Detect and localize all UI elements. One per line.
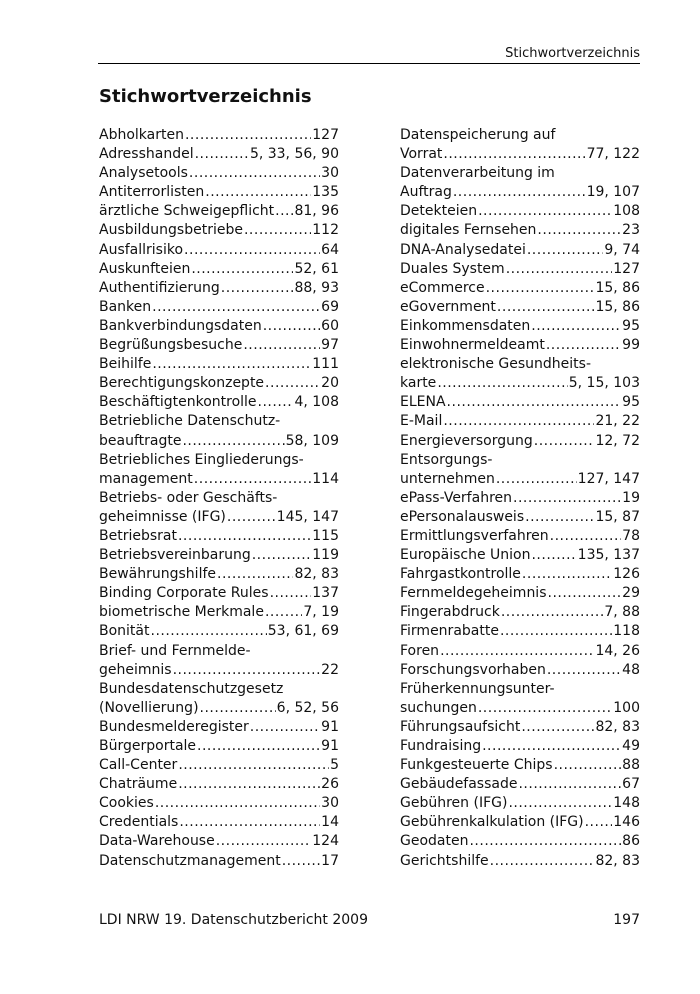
index-term: ELENA [400, 394, 446, 411]
index-term: ärztliche Schweigepflicht [99, 203, 275, 220]
index-term: Bundesmelderegister [99, 718, 249, 735]
dot-leader [243, 336, 320, 355]
index-entry [99, 393, 339, 412]
index-pages: 114 [312, 470, 339, 487]
index-pages: 81, 96 [294, 203, 339, 220]
index-term: digitales Fernsehen [400, 222, 537, 239]
index-pages: 82, 83 [294, 566, 339, 583]
index-pages: 135 [312, 184, 339, 201]
index-entry [99, 680, 339, 699]
dot-leader [152, 355, 311, 374]
dot-leader [275, 202, 293, 221]
index-pages: 127 [312, 127, 339, 143]
index-term: Beschäftigtenkontrolle [99, 394, 257, 411]
index-pages: 19 [622, 489, 640, 506]
dot-leader [478, 699, 612, 718]
index-entry [400, 412, 640, 431]
index-pages: 91 [321, 718, 339, 735]
index-entry [400, 737, 640, 756]
dot-leader [265, 374, 320, 393]
index-pages: 7, 19 [303, 604, 339, 621]
index-term: Ausfallrisiko [99, 241, 184, 258]
index-pages: 95 [622, 317, 640, 334]
index-entry [99, 279, 339, 298]
index-entry [99, 775, 339, 794]
index-pages: 78 [622, 527, 640, 544]
index-term: Antiterrorlisten [99, 184, 205, 201]
dot-leader [217, 565, 293, 584]
index-term: Betriebsrat [99, 527, 177, 544]
index-entry [99, 355, 339, 374]
index-term: Begrüßungsbesuche [99, 337, 243, 354]
dot-leader [258, 393, 294, 412]
index-term: Gerichtshilfe [400, 852, 489, 869]
dot-leader [548, 584, 622, 603]
index-entry [99, 718, 339, 737]
index-pages: 17 [321, 852, 339, 869]
index-pages: 91 [321, 738, 339, 754]
index-term: geheimnisse (IFG) [99, 508, 226, 525]
index-term: Fernmeldegeheimnis [400, 585, 547, 602]
index-term: Authentifizierung [99, 279, 220, 296]
index-entry [99, 546, 339, 565]
index-term: Data-Warehouse [99, 833, 215, 850]
index-term: Datenschutzmanagement [99, 852, 281, 869]
index-pages: 60 [321, 317, 339, 334]
index-term: Berechtigungskonzepte [99, 375, 265, 392]
dot-leader [221, 279, 294, 298]
index-pages: 12, 72 [595, 432, 640, 449]
dot-leader [270, 584, 312, 603]
index-pages: 5, 33, 56, 90 [249, 146, 339, 163]
index-term: Betriebliches Eingliederungs- [99, 451, 304, 468]
index-entry [400, 298, 640, 317]
dot-leader [537, 221, 621, 240]
index-pages: 7, 88 [604, 604, 640, 621]
index-entry [99, 221, 339, 240]
index-pages: 5, 15, 103 [568, 375, 640, 392]
index-pages: 14 [321, 814, 339, 831]
index-entry [400, 336, 640, 355]
index-term: Foren [400, 642, 440, 659]
dot-leader [513, 489, 621, 508]
index-term: Bewährungshilfe [99, 566, 216, 583]
index-pages: 88 [622, 757, 640, 774]
index-pages: 53, 61, 69 [267, 623, 339, 640]
dot-leader [497, 298, 595, 317]
index-entry [400, 164, 640, 183]
index-pages: 4, 108 [294, 394, 339, 411]
index-term: Energieversorgung [400, 432, 533, 449]
index-term: geheimnis [99, 661, 172, 678]
index-pages: 21, 22 [595, 413, 640, 430]
index-entry [99, 412, 339, 431]
header-rule [98, 63, 640, 64]
index-entry [400, 813, 640, 832]
index-pages: 14, 26 [595, 642, 640, 659]
index-pages: 30 [321, 165, 339, 182]
index-entry [99, 298, 339, 317]
index-term: Gebühren (IFG) [400, 795, 508, 812]
dot-leader [179, 813, 320, 832]
dot-leader [531, 317, 621, 336]
index-entry [400, 832, 640, 851]
index-term: Fahrgastkontrolle [400, 566, 521, 583]
index-term: Beihilfe [99, 356, 152, 373]
index-pages: 99 [622, 337, 640, 354]
index-pages: 82, 83 [595, 718, 640, 735]
index-pages: 77, 122 [586, 146, 640, 163]
dot-leader [155, 794, 320, 813]
index-term: ePass-Verfahren [400, 489, 512, 506]
index-term: Auskunfteien [99, 260, 191, 277]
index-term: Gebührenkalkulation (IFG) [400, 814, 584, 831]
index-entry [99, 451, 339, 470]
index-pages: 15, 86 [595, 298, 640, 315]
dot-leader [195, 145, 249, 164]
index-term: Ermittlungsverfahren [400, 527, 549, 544]
index-pages: 49 [622, 738, 640, 754]
dot-leader [200, 699, 276, 718]
dot-leader [500, 622, 612, 641]
dot-leader [525, 508, 594, 527]
index-entry [400, 775, 640, 794]
index-entry [99, 126, 339, 145]
dot-leader [151, 622, 267, 641]
index-pages: 148 [613, 795, 640, 812]
index-entry [400, 852, 640, 871]
index-term: Bankverbindungsdaten [99, 317, 262, 334]
dot-leader [486, 279, 595, 298]
index-pages: 69 [321, 298, 339, 315]
index-pages: 97 [321, 337, 339, 354]
index-entry [400, 527, 640, 546]
dot-leader [263, 317, 320, 336]
index-entry [99, 527, 339, 546]
dot-leader [216, 832, 312, 851]
index-entry [99, 642, 339, 661]
index-pages: 6, 52, 56 [276, 699, 339, 716]
index-pages: 82, 83 [595, 852, 640, 869]
index-term: Duales System [400, 260, 505, 277]
index-term: Call-Center [99, 757, 178, 774]
dot-leader [527, 241, 604, 260]
index-entry [400, 202, 640, 221]
index-pages: 118 [613, 623, 640, 640]
index-entry [400, 241, 640, 260]
index-entry [400, 642, 640, 661]
dot-leader [189, 164, 320, 183]
dot-leader [501, 603, 604, 622]
index-term: Einkommensdaten [400, 317, 531, 334]
index-term: Geodaten [400, 833, 469, 850]
dot-leader [182, 432, 284, 451]
dot-leader [508, 794, 612, 813]
index-entry [400, 432, 640, 451]
index-entry [400, 126, 640, 145]
dot-leader [265, 603, 302, 622]
index-entry [400, 393, 640, 412]
index-pages: 58, 109 [285, 432, 339, 449]
index-pages: 146 [613, 814, 640, 831]
dot-leader [194, 470, 311, 489]
index-pages: 64 [321, 241, 339, 258]
index-entry [99, 470, 339, 489]
index-term: eGovernment [400, 298, 496, 315]
index-pages: 15, 86 [595, 279, 640, 296]
running-header: Stichwortverzeichnis [505, 46, 640, 61]
index-term: Cookies [99, 795, 154, 812]
dot-leader [550, 527, 622, 546]
index-entry [99, 832, 339, 851]
index-entry [400, 546, 640, 565]
index-term: Analysetools [99, 165, 188, 182]
index-entry [400, 470, 640, 489]
dot-leader [522, 565, 612, 584]
dot-leader [173, 661, 321, 680]
index-term: Fingerabdruck [400, 604, 500, 621]
index-pages: 29 [622, 585, 640, 602]
index-pages: 67 [622, 776, 640, 793]
index-pages: 30 [321, 795, 339, 812]
index-entry [400, 603, 640, 622]
index-pages: 135, 137 [577, 547, 640, 564]
index-term: Abholkarten [99, 127, 184, 143]
index-term: suchungen [400, 699, 477, 716]
index-term: Detekteien [400, 203, 478, 220]
index-entry [99, 813, 339, 832]
dot-leader [282, 852, 320, 871]
dot-leader [205, 183, 311, 202]
index-term: Funkgesteuerte Chips [400, 757, 553, 774]
index-entry [99, 756, 339, 775]
index-term: beauftragte [99, 432, 182, 449]
index-pages: 20 [321, 375, 339, 392]
index-entry [400, 374, 640, 393]
dot-leader [585, 813, 613, 832]
index-entry [400, 680, 640, 699]
index-entry [99, 202, 339, 221]
index-term: Firmenrabatte [400, 623, 499, 640]
index-pages: 112 [312, 222, 339, 239]
index-pages: 126 [613, 566, 640, 583]
index-pages: 48 [622, 661, 640, 678]
index-pages: 115 [312, 527, 339, 544]
index-term: eCommerce [400, 279, 485, 296]
index-entry [99, 145, 339, 164]
index-entry [99, 489, 339, 508]
index-term: (Novellierung) [99, 699, 199, 716]
dot-leader [184, 241, 320, 260]
index-term: Europäische Union [400, 547, 531, 564]
index-term: Gebäudefassade [400, 776, 518, 793]
dot-leader [447, 393, 622, 412]
index-pages: 26 [321, 776, 339, 793]
index-column-right [400, 126, 640, 871]
dot-leader [443, 412, 594, 431]
index-entry [400, 260, 640, 279]
index-entry [99, 699, 339, 718]
index-pages: 124 [312, 833, 339, 850]
index-term: Bürgerportale [99, 738, 197, 754]
dot-leader [197, 737, 320, 756]
index-entry [99, 565, 339, 584]
dot-leader [252, 546, 312, 565]
index-pages: 23 [622, 222, 640, 239]
index-term: E-Mail [400, 413, 443, 430]
index-term: Chaträume [99, 776, 178, 793]
footer-page-number: 197 [613, 912, 640, 928]
dot-leader [478, 202, 612, 221]
index-entry [400, 565, 640, 584]
index-term: Betriebliche Datenschutz- [99, 413, 281, 430]
index-term: Einwohnermeldeamt [400, 337, 545, 354]
index-entry [99, 183, 339, 202]
index-pages: 9, 74 [604, 241, 640, 258]
index-term: Brief- und Fernmelde- [99, 642, 251, 659]
index-entry [400, 489, 640, 508]
index-term: unternehmen [400, 470, 495, 487]
index-term: ePersonalausweis [400, 508, 525, 525]
index-pages: 111 [312, 356, 339, 373]
index-entry [400, 355, 640, 374]
dot-leader [178, 756, 329, 775]
dot-leader [191, 260, 293, 279]
index-term: karte [400, 375, 437, 392]
index-entry [99, 432, 339, 451]
dot-leader [554, 756, 622, 775]
index-entry [400, 622, 640, 641]
index-pages: 100 [613, 699, 640, 716]
index-entry [400, 317, 640, 336]
index-term: Führungsaufsicht [400, 718, 521, 735]
dot-leader [531, 546, 576, 565]
index-pages: 19, 107 [586, 184, 640, 201]
index-entry [400, 508, 640, 527]
index-term: Auftrag [400, 184, 452, 201]
dot-leader [152, 298, 320, 317]
index-term: DNA-Analysedatei [400, 241, 526, 258]
index-term: management [99, 470, 193, 487]
dot-leader [482, 737, 621, 756]
index-entry [400, 584, 640, 603]
index-pages: 108 [613, 203, 640, 220]
index-entry [400, 661, 640, 680]
index-entry [400, 794, 640, 813]
dot-leader [244, 221, 311, 240]
index-entry [400, 718, 640, 737]
index-entry [99, 852, 339, 871]
dot-leader [453, 183, 586, 202]
index-entry [99, 241, 339, 260]
footer-publication: LDI NRW 19. Datenschutzbericht 2009 [99, 912, 368, 928]
index-column-left [99, 126, 339, 871]
dot-leader [178, 775, 320, 794]
index-pages: 127 [613, 260, 640, 277]
index-entry [99, 603, 339, 622]
index-entry [99, 508, 339, 527]
index-term: Datenverarbeitung im [400, 165, 555, 182]
dot-leader [178, 527, 311, 546]
dot-leader [437, 374, 567, 393]
index-term: biometrische Merkmale [99, 604, 264, 621]
index-entry [400, 145, 640, 164]
index-term: Banken [99, 298, 152, 315]
page-title: Stichwortverzeichnis [99, 86, 312, 107]
dot-leader [506, 260, 613, 279]
index-pages: 119 [312, 547, 339, 564]
index-entry [400, 451, 640, 470]
index-entry [99, 336, 339, 355]
index-entry [99, 164, 339, 183]
index-term: Betriebs- oder Geschäfts- [99, 489, 278, 506]
dot-leader [185, 126, 311, 145]
index-pages: 88, 93 [294, 279, 339, 296]
index-term: Betriebsvereinbarung [99, 547, 251, 564]
index-pages: 15, 87 [595, 508, 640, 525]
dot-leader [440, 642, 594, 661]
index-term: elektronische Gesundheits- [400, 356, 592, 373]
index-entry [99, 374, 339, 393]
index-term: Datenspeicherung auf [400, 127, 556, 143]
index-entry [400, 279, 640, 298]
index-pages: 137 [312, 585, 339, 602]
index-pages: 52, 61 [294, 260, 339, 277]
index-entry [99, 622, 339, 641]
dot-leader [443, 145, 585, 164]
index-term: Bundesdatenschutzgesetz [99, 680, 284, 697]
index-term: Fundraising [400, 738, 482, 754]
index-entry [400, 699, 640, 718]
index-term: Credentials [99, 814, 179, 831]
index-term: Bonität [99, 623, 150, 640]
index-entry [99, 317, 339, 336]
dot-leader [547, 661, 621, 680]
dot-leader [227, 508, 276, 527]
index-pages: 127, 147 [577, 470, 640, 487]
index-term: Früherkennungsunter- [400, 680, 555, 697]
index-entry [99, 661, 339, 680]
index-pages: 86 [622, 833, 640, 850]
dot-leader [250, 718, 320, 737]
index-term: Ausbildungsbetriebe [99, 222, 243, 239]
index-term: Binding Corporate Rules [99, 585, 269, 602]
dot-leader [490, 852, 595, 871]
index-entry [400, 756, 640, 775]
index-pages: 95 [622, 394, 640, 411]
index-pages: 5 [330, 757, 339, 774]
index-entry [99, 260, 339, 279]
index-entry [99, 584, 339, 603]
dot-leader [469, 832, 621, 851]
index-term: Adresshandel [99, 146, 194, 163]
index-entry [99, 737, 339, 756]
index-entry [400, 221, 640, 240]
index-entry [400, 183, 640, 202]
index-entry [99, 794, 339, 813]
index-pages: 22 [321, 661, 339, 678]
index-term: Entsorgungs- [400, 451, 493, 468]
index-term: Vorrat [400, 146, 443, 163]
index-term: Forschungsvorhaben [400, 661, 546, 678]
dot-leader [546, 336, 621, 355]
dot-leader [496, 470, 577, 489]
index-pages: 145, 147 [276, 508, 339, 525]
dot-leader [521, 718, 594, 737]
dot-leader [518, 775, 621, 794]
dot-leader [534, 432, 595, 451]
